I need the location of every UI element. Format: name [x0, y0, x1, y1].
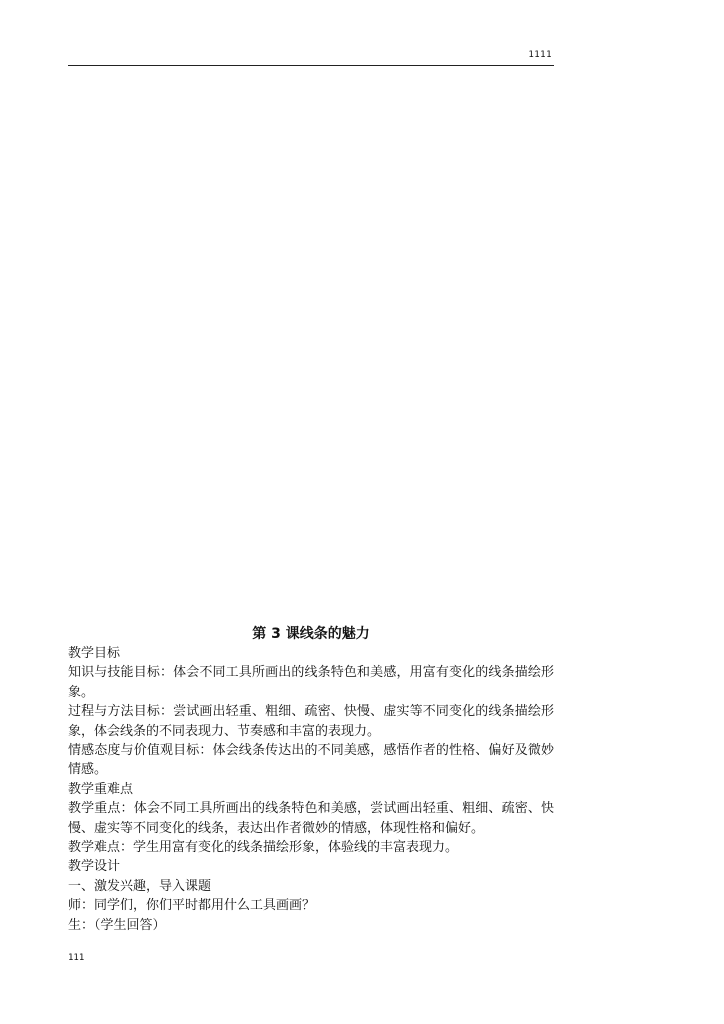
- paragraph-difficulty: 教学难点：学生用富有变化的线条描绘形象，体验线的丰富表现力。: [68, 840, 459, 856]
- paragraph-knowledge-goal: 知识与技能目标：体会不同工具所画出的线条特色和美感，用富有变化的线条描绘形象。: [68, 665, 554, 700]
- header-rule: [68, 65, 554, 66]
- paragraph-teacher-question: 师：同学们，你们平时都用什么工具画画？: [68, 898, 316, 914]
- paragraph-key-point: 教学重点：体会不同工具所画出的线条特色和美感，尝试画出轻重、粗细、疏密、快慢、虚实等不同变化的线条，表达出作者微妙的情感，体现性格和偏好。: [68, 801, 554, 836]
- section-heading-key-points: 教学重难点: [68, 781, 134, 797]
- section-heading-objectives: 教学目标: [68, 646, 121, 661]
- footer-page-number: 111: [68, 953, 85, 963]
- lesson-body: [68, 644, 554, 935]
- lesson-title: 第 3 课线条的魅力: [252, 626, 370, 642]
- paragraph-process-goal: 过程与方法目标：尝试画出轻重、粗细、疏密、快慢、虚实等不同变化的线条描绘形象，体会线条的不同表现力、节奏感和丰富的表现力。: [68, 704, 554, 739]
- paragraph-student-answer: 生：（学生回答）: [68, 917, 166, 933]
- section-heading-design: 教学设计: [68, 859, 121, 875]
- header-page-number: 1111: [528, 50, 552, 60]
- paragraph-step-one: 一、激发兴趣，导入课题: [68, 878, 212, 894]
- paragraph-emotion-goal: 情感态度与价值观目标：体会线条传达出的不同美感，感悟作者的性格、偏好及微妙情感。: [68, 743, 554, 778]
